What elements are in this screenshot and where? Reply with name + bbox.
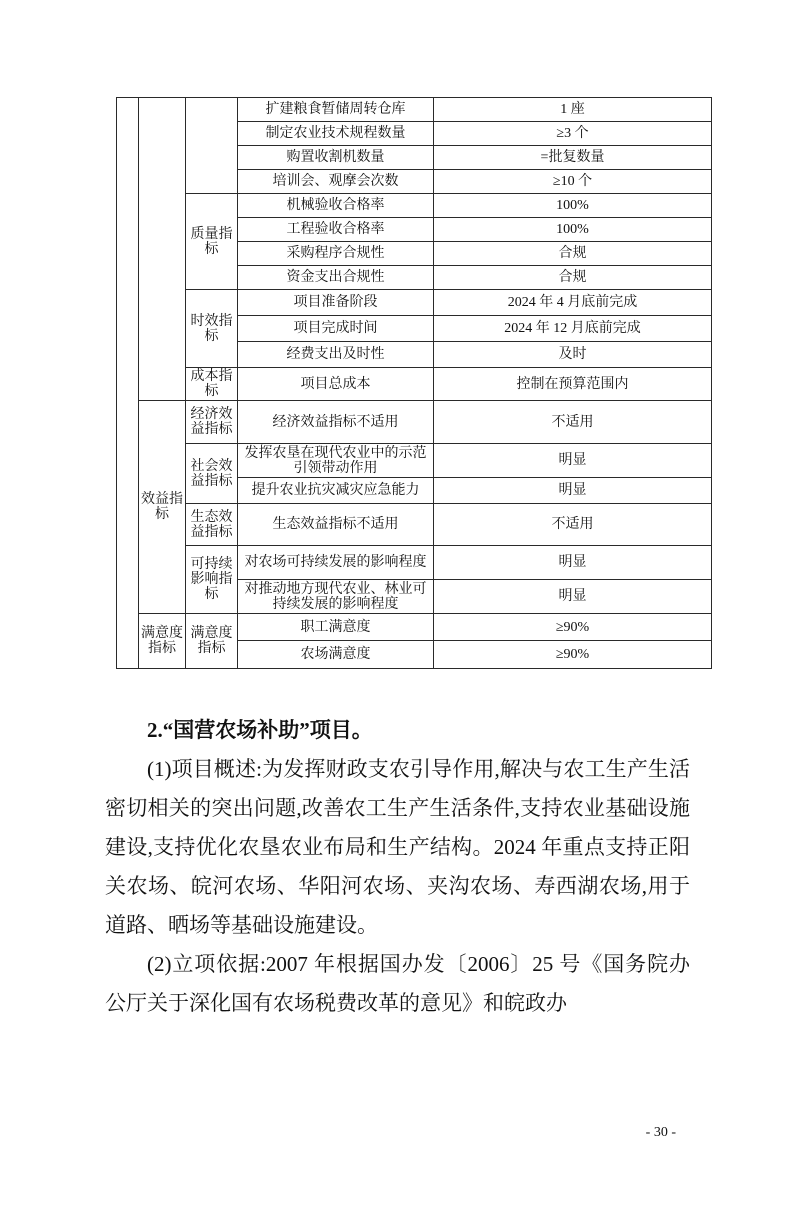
- value-cell: 明显: [434, 546, 712, 580]
- indicator-cell: 农场满意度: [238, 641, 434, 669]
- indicator-cell: 制定农业技术规程数量: [238, 122, 434, 146]
- paragraph-project-basis: (2)立项依据:2007 年根据国办发〔2006〕25 号《国务院办公厅关于深化国有农场税费改革的意见》和皖政办: [105, 952, 690, 1015]
- value-cell: 明显: [434, 580, 712, 614]
- table-row: [117, 546, 712, 580]
- indicator-cell: 采购程序合规性: [238, 242, 434, 266]
- body-text: [105, 711, 690, 1023]
- indicator-cell: 机械验收合格率: [238, 194, 434, 218]
- table-row: [117, 504, 712, 546]
- table-row: [117, 614, 712, 641]
- value-cell: 合规: [434, 266, 712, 290]
- value-cell: ≥10 个: [434, 170, 712, 194]
- value-cell: 2024 年 4 月底前完成: [434, 290, 712, 316]
- table-row: [117, 194, 712, 218]
- indicator-cell: 资金支出合规性: [238, 266, 434, 290]
- table-row: [117, 290, 712, 316]
- subgroup-cell-economic: 经济效益指标: [186, 401, 238, 444]
- value-cell: 明显: [434, 444, 712, 478]
- subgroup-cell-sustainability: 可持续影响指标: [186, 546, 238, 614]
- indicator-cell: 对农场可持续发展的影响程度: [238, 546, 434, 580]
- indicator-cell: 购置收割机数量: [238, 146, 434, 170]
- subgroup-cell-empty: [186, 98, 238, 194]
- group-cell-satisfaction: 满意度指标: [139, 614, 186, 669]
- value-cell: 控制在预算范围内: [434, 368, 712, 401]
- indicator-cell: 职工满意度: [238, 614, 434, 641]
- indicator-cell: 对推动地方现代农业、林业可持续发展的影响程度: [238, 580, 434, 614]
- table-row: [117, 401, 712, 444]
- value-cell: 合规: [434, 242, 712, 266]
- group-cell-benefit: 效益指标: [139, 401, 186, 614]
- value-cell: 100%: [434, 218, 712, 242]
- indicator-cell: 经费支出及时性: [238, 342, 434, 368]
- table-row: [117, 444, 712, 478]
- page-number: - 30 -: [645, 1125, 676, 1140]
- indicator-cell: 项目准备阶段: [238, 290, 434, 316]
- subgroup-cell-social: 社会效益指标: [186, 444, 238, 504]
- value-cell: 明显: [434, 478, 712, 504]
- subgroup-cell-quality: 质量指标: [186, 194, 238, 290]
- table-row: [117, 368, 712, 401]
- paragraph-project-overview: (1)项目概述:为发挥财政支农引导作用,解决与农工生产生活密切相关的突出问题,改善农工生产生活条件,支持农业基础设施建设,支持优化农垦农业布局和生产结构。2024 年重点支持正阳关农场、皖河农场、华阳河农场、夹沟农场、寿西湖农场,用于道路、晒场等基础设施建设。: [105, 757, 690, 937]
- group-cell-empty: [139, 98, 186, 401]
- subgroup-cell-ecological: 生态效益指标: [186, 504, 238, 546]
- indicator-cell: 项目完成时间: [238, 316, 434, 342]
- value-cell: =批复数量: [434, 146, 712, 170]
- spacer-cell: [117, 98, 139, 669]
- table-row: [117, 98, 712, 122]
- subgroup-cell-timeliness: 时效指标: [186, 290, 238, 368]
- indicator-cell: 发挥农垦在现代农业中的示范引领带动作用: [238, 444, 434, 478]
- subgroup-cell-satisfaction: 满意度指标: [186, 614, 238, 669]
- indicator-cell: 工程验收合格率: [238, 218, 434, 242]
- indicator-cell: 培训会、观摩会次数: [238, 170, 434, 194]
- value-cell: 2024 年 12 月底前完成: [434, 316, 712, 342]
- value-cell: 1 座: [434, 98, 712, 122]
- section-heading: 2.“国营农场补助”项目。: [147, 718, 373, 742]
- value-cell: ≥90%: [434, 641, 712, 669]
- performance-indicator-table: [116, 97, 712, 669]
- value-cell: 100%: [434, 194, 712, 218]
- indicator-cell: 经济效益指标不适用: [238, 401, 434, 444]
- value-cell: ≥90%: [434, 614, 712, 641]
- value-cell: 不适用: [434, 504, 712, 546]
- indicator-cell: 项目总成本: [238, 368, 434, 401]
- indicator-cell: 生态效益指标不适用: [238, 504, 434, 546]
- value-cell: 不适用: [434, 401, 712, 444]
- value-cell: 及时: [434, 342, 712, 368]
- subgroup-cell-cost: 成本指标: [186, 368, 238, 401]
- value-cell: ≥3 个: [434, 122, 712, 146]
- indicator-cell: 扩建粮食暂储周转仓库: [238, 98, 434, 122]
- indicator-cell: 提升农业抗灾减灾应急能力: [238, 478, 434, 504]
